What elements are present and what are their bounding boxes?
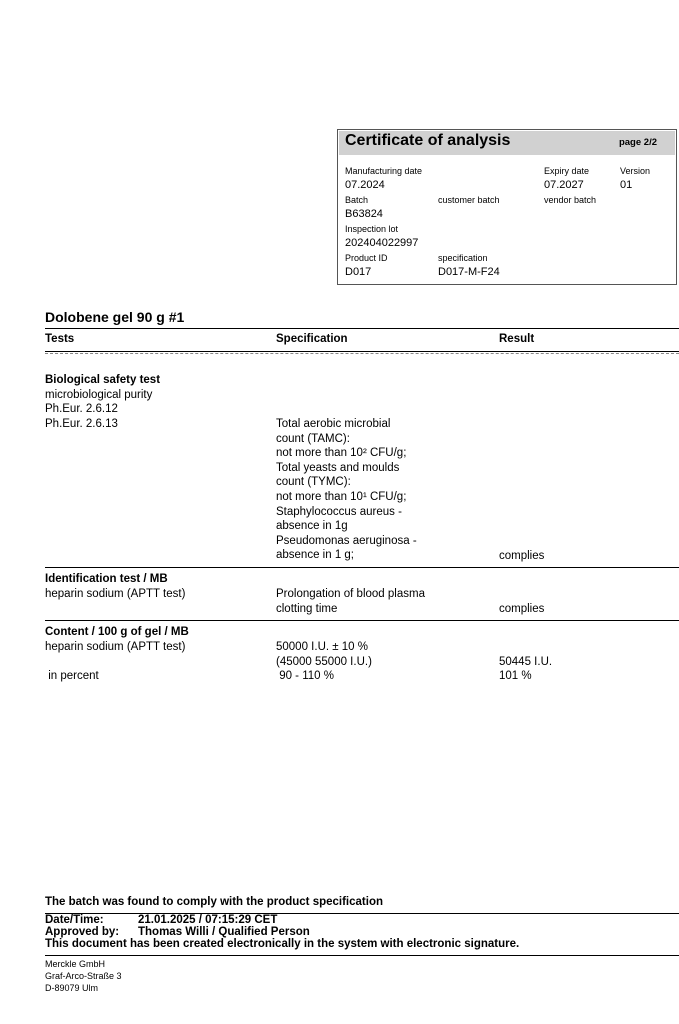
divider [45, 353, 679, 354]
product-title: Dolobene gel 90 g #1 [45, 309, 185, 325]
version-label: Version [620, 166, 651, 176]
certificate-title-bar [339, 131, 675, 155]
footer-street: Graf-Arco-Straße 3 [45, 970, 122, 981]
inspection-lot: 202404022997 [345, 237, 419, 249]
customer-batch-label: customer batch [438, 195, 500, 205]
bio-test-column [45, 373, 265, 431]
footer-company: Merckle GmbH [45, 959, 106, 969]
conclusion: The batch was found to comply with the product specification [45, 896, 383, 908]
spec-line: Pseudomonas aeruginosa - [276, 534, 417, 547]
inspection-lot-label: Inspection lot [345, 224, 399, 234]
divider [45, 567, 679, 568]
content-spec-column [276, 640, 491, 669]
content-result: 50445 I.U. [499, 656, 553, 668]
manufacturing-date: 07.2024 [345, 179, 385, 191]
spec-line: 50000 I.U. ± 10 % [276, 641, 368, 653]
test-line: Ph.Eur. 2.6.13 [45, 417, 118, 430]
test-line: heparin sodium (APTT test) [45, 640, 186, 653]
spec-line: clotting time [276, 602, 338, 615]
bio-spec-column [276, 417, 491, 563]
ident-test-column [45, 572, 265, 601]
spec-line: (45000 55000 I.U.) [276, 655, 372, 668]
divider [45, 620, 679, 621]
product-id-label: Product ID [345, 253, 388, 263]
ident-result: complies [499, 603, 545, 615]
spec-line: absence in 1g [276, 520, 348, 533]
expiry-date-label: Expiry date [544, 166, 590, 176]
certificate-title: Certificate of analysis [345, 132, 511, 149]
spec-line: Prolongation of blood plasma [276, 588, 425, 600]
bio-result: complies [499, 550, 545, 562]
content-test-column [45, 625, 265, 654]
section-heading-ident: Identification test / MB [45, 573, 168, 585]
spec-line: absence in 1 g; [276, 549, 355, 562]
spec-line: count (TAMC): [276, 432, 350, 445]
certificate-header [337, 129, 677, 285]
datetime: 21.01.2025 / 07:15:29 CET [138, 914, 278, 926]
test-line: microbiological purity [45, 388, 153, 401]
section-heading-bio: Biological safety test [45, 374, 161, 386]
version: 01 [620, 179, 633, 191]
spec-line: not more than 10¹ CFU/g; [276, 490, 407, 503]
column-tests: Tests [45, 333, 75, 345]
percent-result: 101 % [499, 670, 532, 682]
batch-label: Batch [345, 195, 369, 205]
spec-line: Total aerobic microbial [276, 418, 391, 430]
test-line: Ph.Eur. 2.6.12 [45, 403, 118, 416]
vendor-batch-label: vendor batch [544, 195, 597, 205]
divider [45, 328, 679, 329]
approved-label: Approved by: [45, 926, 120, 938]
product-id: D017 [345, 266, 372, 278]
test-line: heparin sodium (APTT test) [45, 587, 186, 600]
approved-by: Thomas Willi / Qualified Person [138, 926, 310, 938]
electronic-signature-notice: This document has been created electronically in the system with electronic signature. [45, 938, 520, 950]
divider [45, 955, 679, 956]
datetime-label: Date/Time: [45, 914, 104, 926]
spec-line: Staphylococcus aureus - [276, 505, 402, 518]
divider [45, 351, 679, 352]
specification-label: specification [438, 253, 488, 263]
column-result: Result [499, 333, 535, 345]
section-heading-content: Content / 100 g of gel / MB [45, 626, 189, 638]
manufacturing-date-label: Manufacturing date [345, 166, 423, 176]
spec-line: Total yeasts and moulds [276, 461, 400, 474]
footer-city: D-89079 Ulm [45, 982, 99, 993]
expiry-date: 07.2027 [544, 179, 584, 191]
spec-line: count (TYMC): [276, 476, 351, 489]
column-specification: Specification [276, 333, 348, 345]
percent-test: in percent [45, 670, 99, 682]
footer-address [45, 959, 122, 994]
batch: B63824 [345, 208, 383, 220]
spec-line: not more than 10² CFU/g; [276, 447, 407, 460]
ident-spec-column [276, 587, 491, 616]
percent-spec: 90 - 110 % [276, 670, 334, 682]
page-indicator: page 2/2 [618, 137, 657, 148]
specification-code: D017-M-F24 [438, 266, 500, 278]
